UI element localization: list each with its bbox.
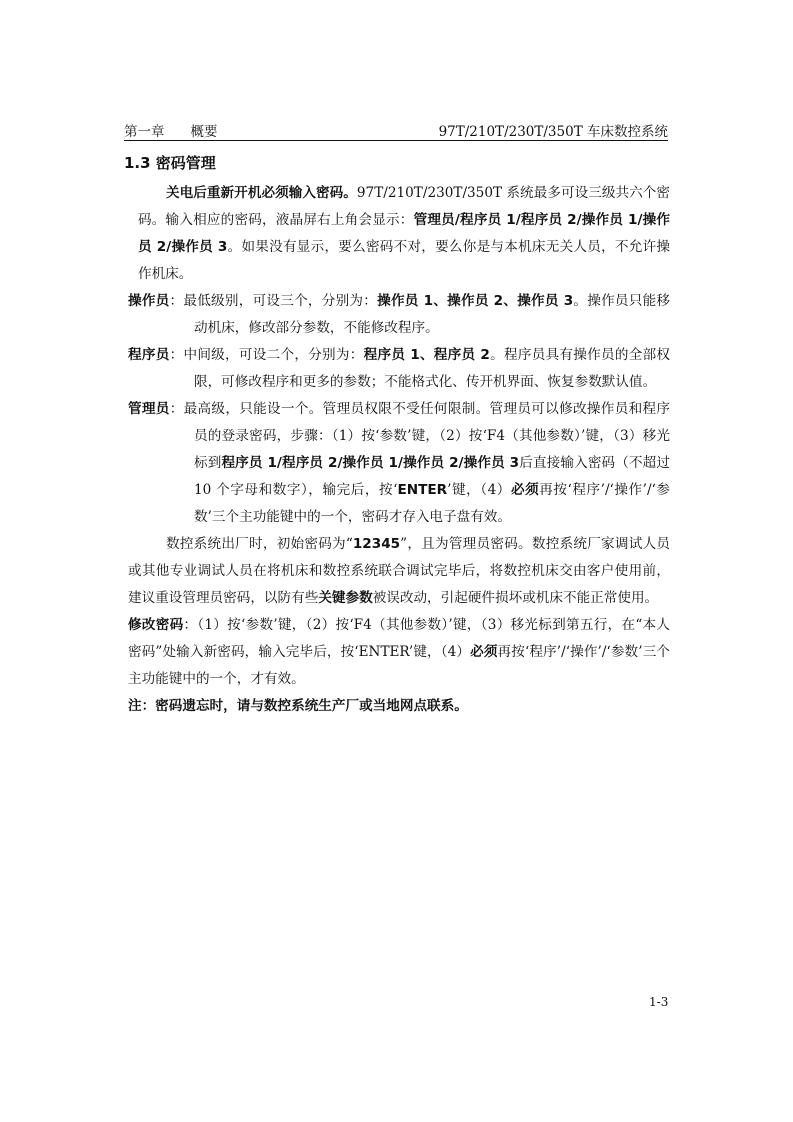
change-label: 修改密码 xyxy=(128,617,184,633)
admin-text2: 后直接输入密码（不超过 10 个字母和数字），输完后，按‘ xyxy=(194,455,670,498)
admin-text4: 再按‘程序’/‘操作’/‘参数’三个主功能键中的一个，密码才存入电子盘有效。 xyxy=(194,482,671,525)
operator-label: 操作员 xyxy=(128,293,170,309)
admin-enter: ENTER xyxy=(397,482,448,498)
admin-label: 管理员 xyxy=(128,401,170,417)
factory-key-params: 关键参数 xyxy=(318,590,373,606)
programmer-paragraph xyxy=(128,342,670,396)
operator-paragraph xyxy=(128,288,670,342)
programmer-text1: ：中间级，可设二个，分别为： xyxy=(169,347,364,363)
change-must: 必须 xyxy=(470,644,498,660)
intro-paragraph xyxy=(138,180,670,288)
programmer-label: 程序员 xyxy=(128,347,170,363)
header-book-title: 97T/210T/230T/350T 车床数控系统 xyxy=(438,124,668,140)
chapter-title: 概要 xyxy=(190,124,218,140)
chapter-label: 第一章 xyxy=(124,124,165,140)
factory-text2: ”，且为管理员密码。数控系统厂家调试人员或其他专业调试人员在将机床和数控系统联合调试完毕后，将数控机床交由客户使用前，建议重设管理员密码，以防有些 xyxy=(128,536,670,606)
programmer-list: 程序员 1、程序员 2 xyxy=(363,347,490,363)
note-paragraph: 注：密码遗忘时，请与数控系统生产厂或当地网点联系。 xyxy=(128,698,468,714)
page-number: 1-3 xyxy=(649,995,669,1009)
factory-text1: 数控系统出厂时，初始密码为“ xyxy=(166,536,353,552)
document-body xyxy=(128,180,671,720)
operator-text1: ：最低级别，可设三个，分别为： xyxy=(169,293,378,309)
operator-text2: 。操作员只能移动机床，修改部分参数，不能修改程序。 xyxy=(194,293,671,336)
intro-bold-lead: 关电后重新开机必须输入密码。 xyxy=(166,185,357,201)
intro-text1: 97T/210T/230T/350T 系统最多可设三级共六个密码。输入相应的密码，液晶屏右上角会显示： xyxy=(138,185,671,228)
admin-text3: ’键，（4） xyxy=(447,482,511,498)
change-text2: 再按‘程序’/‘操作’/‘参数’三个主功能键中的一个，才有效。 xyxy=(128,644,670,687)
admin-list: 程序员 1/程序员 2/操作员 1/操作员 2/操作员 3 xyxy=(221,455,520,471)
change-paragraph xyxy=(128,612,670,693)
change-text1: ：（1）按‘参数’键，（2）按‘F4（其他参数）’键，（3）移光标到第五行，在“本人密码”处输入新密码，输入完毕后，按‘ENTER’键，（4） xyxy=(128,617,670,660)
admin-paragraph xyxy=(128,396,670,531)
intro-roles: 管理员/程序员 1/程序员 2/操作员 1/操作员 2/操作员 3 xyxy=(138,212,670,255)
admin-text1: ：最高级，只能设一个。管理员权限不受任何限制。管理员可以修改操作员和程序员的登录密码，步骤：（1）按‘参数’键，（2）按‘F4（其他参数）’键，（3）移光标到 xyxy=(169,401,670,471)
intro-text2: 。如果没有显示，要么密码不对，要么你是与本机床无关人员，不允许操作机床。 xyxy=(138,239,670,282)
operator-list: 操作员 1、操作员 2、操作员 3 xyxy=(377,293,574,309)
programmer-text2: 。程序员具有操作员的全部权限，可修改程序和更多的参数；不能格式化、传开机界面、恢复参数默认值。 xyxy=(194,347,671,390)
factory-paragraph xyxy=(128,531,670,612)
factory-text3: 被误改动，引起硬件损坏或机床不能正常使用。 xyxy=(372,590,659,606)
admin-must: 必须 xyxy=(510,482,540,498)
factory-code: 12345 xyxy=(352,536,401,552)
section-title: 1.3 密码管理 xyxy=(124,154,216,172)
page-header xyxy=(124,118,668,141)
header-chapter xyxy=(124,120,218,140)
